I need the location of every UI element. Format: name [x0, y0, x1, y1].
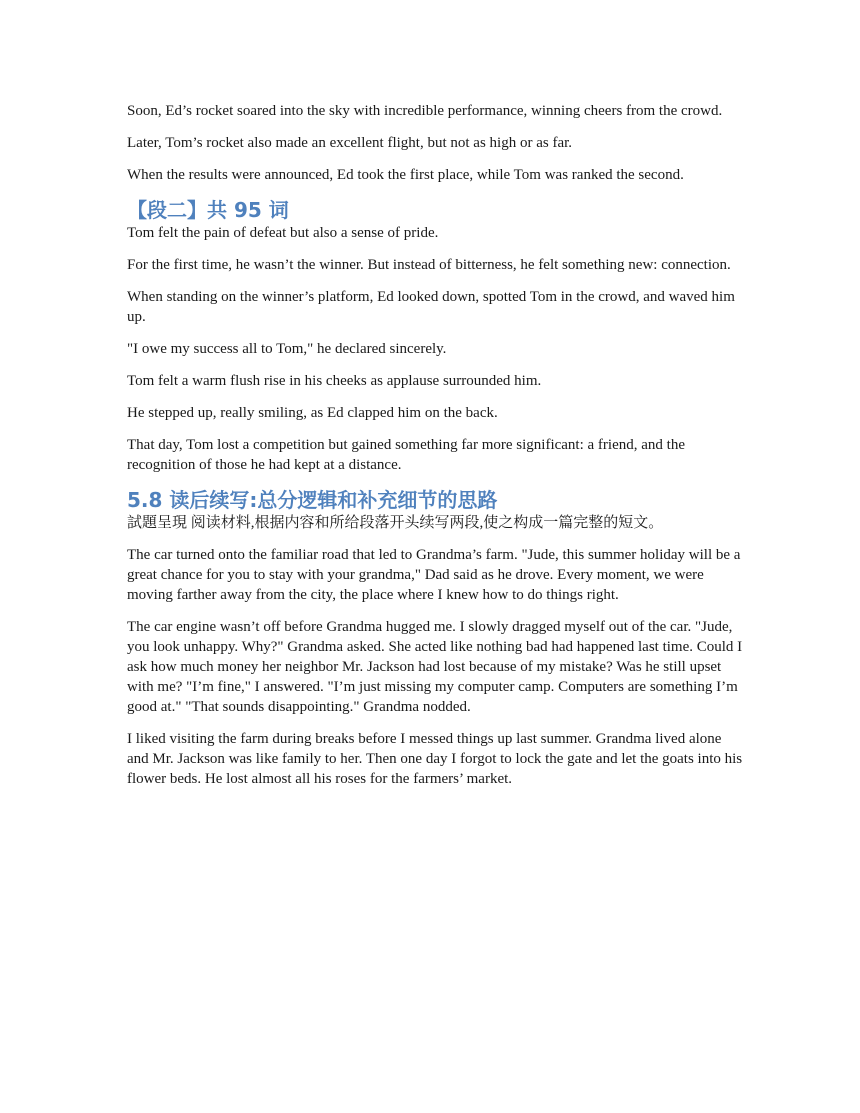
- paragraph: For the first time, he wasn’t the winner. But instead of bitterness, he felt something new: connection.: [127, 257, 731, 273]
- paragraph: The car turned onto the familiar road that led to Grandma’s farm. "Jude, this summer holiday will be a great chance for you to stay with your grandma," Dad said as he drove. Every moment, we were moving farther away from the city, the place where I knew how to do things right.: [127, 547, 741, 603]
- paragraph: The car engine wasn’t off before Grandma hugged me. I slowly dragged myself out of the car. "Jude, you look unhappy. Why?" Grandma asked. She acted like nothing bad had happened last time. Could I ask how much money her neighbor Mr. Jackson had lost because of my mistake? Was he still upset with me? "I’m fine," I answered. "I’m just missing my computer camp. Computers are something I’m good at." "That sounds disappointing." Grandma nodded.: [127, 619, 743, 715]
- paragraph: When the results were announced, Ed took the first place, while Tom was ranked the second.: [127, 167, 684, 183]
- paragraph: He stepped up, really smiling, as Ed clapped him on the back.: [127, 405, 498, 421]
- paragraph: Soon, Ed’s rocket soared into the sky with incredible performance, winning cheers from the crowd.: [127, 103, 723, 119]
- paragraph: When standing on the winner’s platform, Ed looked down, spotted Tom in the crowd, and waved him up.: [127, 289, 735, 325]
- task-instructions: 試題呈現 阅读材料,根据内容和所给段落开头续写两段,使之构成一篇完整的短文。: [127, 515, 664, 531]
- paragraph: Later, Tom’s rocket also made an excellent flight, but not as high or as far.: [127, 135, 573, 151]
- document-page: [127, 101, 743, 801]
- paragraph: Tom felt a warm flush rise in his cheeks as applause surrounded him.: [127, 373, 542, 389]
- paragraph: "I owe my success all to Tom," he declared sincerely.: [127, 341, 447, 357]
- paragraph: I liked visiting the farm during breaks before I messed things up last summer. Grandma lived alone and Mr. Jackson was like family to her. Then one day I forgot to lock the gate and let the goats into his flower beds. He lost almost all his roses for the farmers’ market.: [127, 731, 743, 787]
- paragraph: Tom felt the pain of defeat but also a sense of pride.: [127, 225, 439, 241]
- section-heading: 【段二】共 95 词: [127, 198, 289, 222]
- paragraph: That day, Tom lost a competition but gained something far more significant: a friend, and the recognition of those he had kept at a distance.: [127, 437, 685, 473]
- section-heading: 5.8 读后续写:总分逻辑和补充细节的思路: [127, 488, 498, 512]
